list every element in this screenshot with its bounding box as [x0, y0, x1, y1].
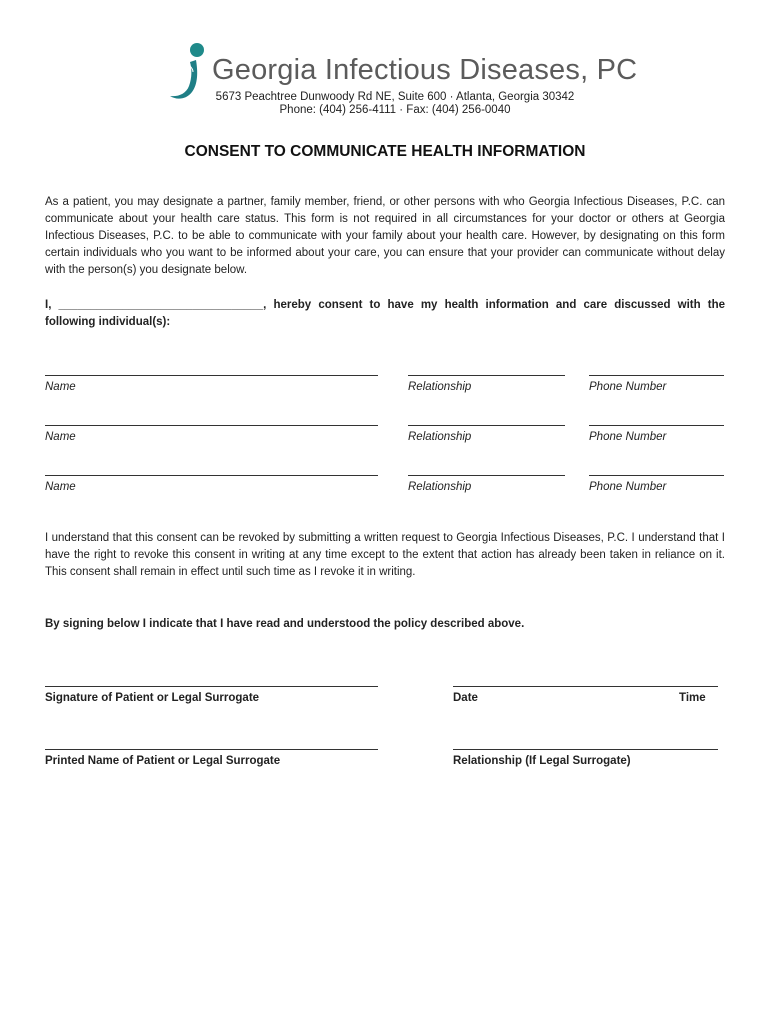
designee-3-relationship-label: Relationship: [408, 481, 472, 493]
designee-1-relationship-label: Relationship: [408, 381, 472, 393]
designee-3-phone-label: Phone Number: [589, 481, 667, 493]
designee-1-phone-label: Phone Number: [589, 381, 667, 393]
surrogate-relationship-field[interactable]: [453, 749, 718, 750]
designee-2-phone-label: Phone Number: [589, 431, 667, 443]
printed-name-label: Printed Name of Patient or Legal Surrogate: [45, 755, 281, 767]
designee-2-name-label: Name: [45, 431, 76, 443]
intro-paragraph: As a patient, you may designate a partner, family member, friend, or other persons with who Georgia Infectious Diseases, P.C. can communicate about your health care status. This form is not required in all circumstances for your doctor or others at Georgia Infectious Diseases, P.C. to be able to communicate with your family about your health care. However, by designating on this form certain individuals who you want to be informed about your care, you can ensure that your provider can communicate without delay with the person(s) you designate below.: [45, 196, 725, 276]
revocation-paragraph: I understand that this consent can be revoked by submitting a written request to Georgia Infectious Diseases, P.C. I understand that I have the right to revoke this consent in writing at any time except to the extent that action has already been taken in reliance on it. This consent shall remain in effect until such time as I revoke it in writing.: [45, 532, 725, 578]
designee-1-name-label: Name: [45, 381, 76, 393]
document-title: CONSENT TO COMMUNICATE HEALTH INFORMATION: [184, 143, 586, 160]
company-phone-fax: Phone: (404) 256-4111 · Fax: (404) 256-0040: [279, 104, 511, 116]
company-address: 5673 Peachtree Dunwoody Rd NE, Suite 600 · Atlanta, Georgia 30342: [215, 91, 575, 103]
date-label: Date: [453, 692, 478, 704]
consent-statement: I, ________________________________, hereby consent to have my health information and care discussed with the following individual(s):: [45, 299, 725, 328]
signing-statement: By signing below I indicate that I have read and understood the policy described above.: [45, 618, 525, 630]
printed-name-field[interactable]: [45, 749, 378, 750]
company-name: Georgia Infectious Diseases, PC: [212, 54, 638, 86]
designee-2-relationship-label: Relationship: [408, 431, 472, 443]
designee-3-name-label: Name: [45, 481, 76, 493]
surrogate-relationship-label: Relationship (If Legal Surrogate): [453, 755, 631, 767]
date-time-field[interactable]: [453, 686, 718, 687]
time-label: Time: [679, 692, 706, 704]
signature-label: Signature of Patient or Legal Surrogate: [45, 692, 260, 704]
signature-field[interactable]: [45, 686, 378, 687]
